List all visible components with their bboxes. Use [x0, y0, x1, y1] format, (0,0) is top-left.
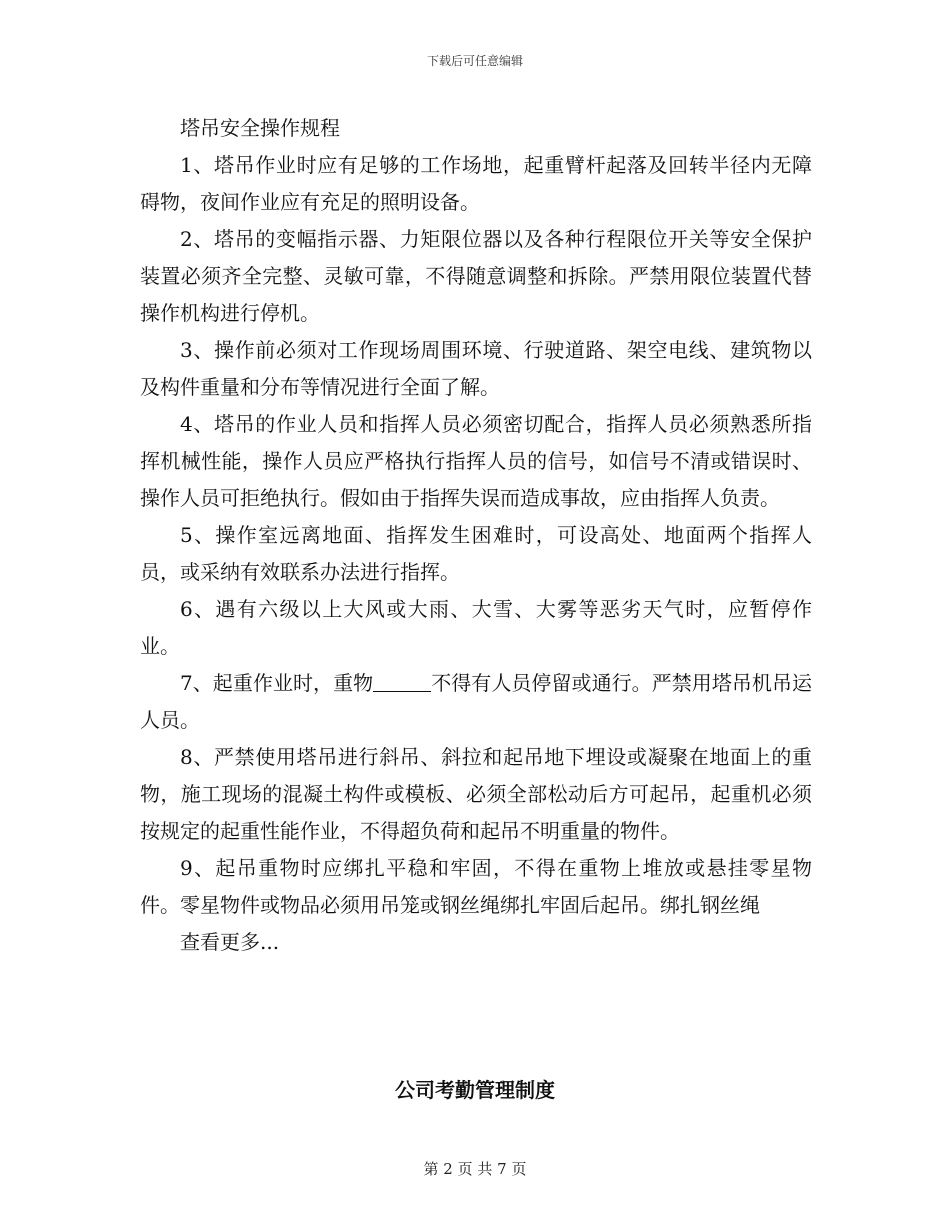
- rule-item-7: [140, 665, 812, 739]
- rule-item-7-before: 7、起重作业时，重物: [180, 671, 374, 695]
- page-header: 下载后可任意编辑: [426, 54, 523, 68]
- rule-item-1: 1、塔吊作业时应有足够的工作场地，起重臂杆起落及回转半径内无障碍物，夜间作业应有充足的照明设备。: [140, 153, 812, 214]
- page-footer: 第 2 页 共 7 页: [423, 1160, 527, 1178]
- rule-item-5: 5、操作室远离地面、指挥发生困难时，可设高处、地面两个指挥人员，或采纳有效联系办法进行指挥。: [140, 523, 812, 584]
- view-more-link[interactable]: 查看更多...: [180, 930, 280, 954]
- rule-item-2: 2、塔吊的变幅指示器、力矩限位器以及各种行程限位开关等安全保护装置必须齐全完整、灵敏可靠，不得随意调整和拆除。严禁用限位装置代替操作机构进行停机。: [140, 227, 812, 325]
- rule-item-9: 9、起吊重物时应绑扎平稳和牢固，不得在重物上堆放或悬挂零星物件。零星物件或物品必须用吊笼或钢丝绳绑扎牢固后起吊。绑扎钢丝绳: [140, 856, 812, 917]
- rule-item-4: 4、塔吊的作业人员和指挥人员必须密切配合，指挥人员必须熟悉所指挥机械性能，操作人员应严格执行指挥人员的信号，如信号不清或错误时、操作人员可拒绝执行。假如由于指挥失误而造成事故，应由指挥人负责。: [140, 412, 812, 510]
- rule-item-7-after: 不得有人员停留或通行。严禁用塔吊机吊运人员。: [140, 671, 813, 732]
- next-section-title: 公司考勤管理制度: [395, 1078, 555, 1102]
- document-title: 塔吊安全操作规程: [180, 116, 340, 140]
- rule-item-8: 8、严禁使用塔吊进行斜吊、斜拉和起吊地下埋设或凝聚在地面上的重物，施工现场的混凝土构件或模板、必须全部松动后方可起吊，起重机必须按规定的起重性能作业，不得超负荷和起吊不明重量的物件。: [140, 745, 812, 843]
- rule-item-3: 3、操作前必须对工作现场周围环境、行驶道路、架空电线、建筑物以及构件重量和分布等情况进行全面了解。: [140, 338, 812, 399]
- fill-in-blank: [373, 671, 431, 692]
- rule-item-6: 6、遇有六级以上大风或大雨、大雪、大雾等恶劣天气时，应暂停作业。: [140, 597, 812, 658]
- document-body: [140, 110, 812, 961]
